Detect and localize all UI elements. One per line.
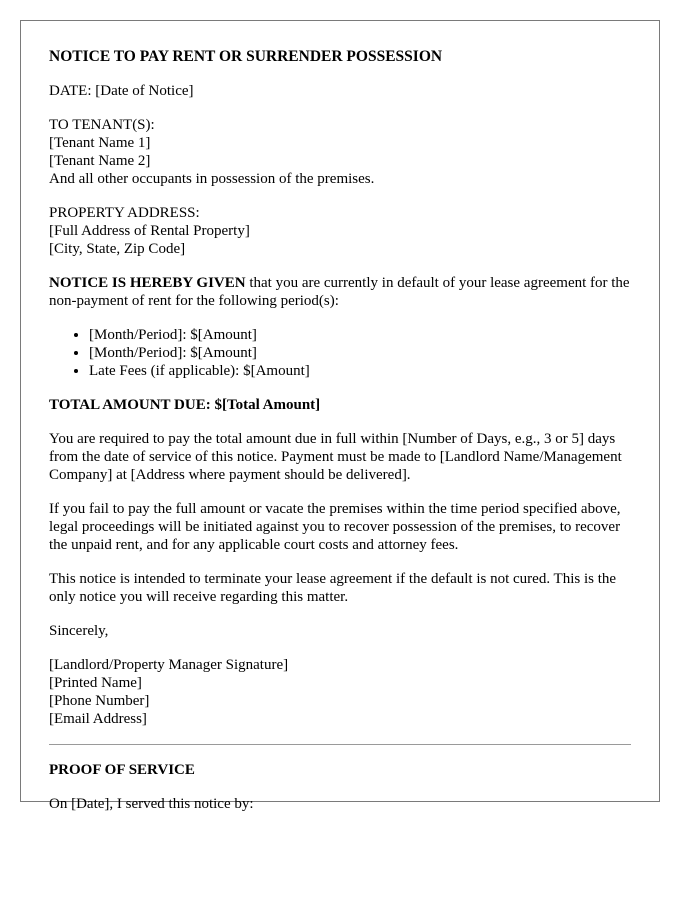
property-line: [City, State, Zip Code] [49,241,186,257]
list-item: • [Month/Period]: $[Amount] [89,326,631,344]
property-line: [Full Address of Rental Property] [49,223,250,239]
section-divider [49,744,631,745]
closing-line: Sincerely, [49,623,109,639]
tenants-heading: TO TENANT(S): [49,117,155,133]
tenants-block [49,116,631,188]
signature-line: [Phone Number] [49,693,150,709]
property-block [49,204,631,258]
notice-paragraph [49,274,631,310]
payment-paragraph: You are required to pay the total amount due in full within [Number of Days, e.g., 3 or 5] days from the date of service of this notice. Payment must be made to [Landlord Name/Management Company] at [Address where payment should be delivered]. [49,431,622,483]
tenant-line: [Tenant Name 1] [49,135,151,151]
consequences-paragraph: If you fail to pay the full amount or vacate the premises within the time period specified above, legal proceedings will be initiated against you to recover possession of the premises, to recover the unpaid rent, and for any applicable court costs and attorney fees. [49,501,621,553]
tenant-line: [Tenant Name 2] [49,153,151,169]
signature-block [49,656,631,728]
date-line: DATE: [Date of Notice] [49,83,194,99]
list-item: • Late Fees (if applicable): $[Amount] [89,362,631,380]
signature-line: [Email Address] [49,711,147,727]
notice-text: that you are currently in default of your lease agreement for the non-payment of rent for the following period(s): [49,275,630,309]
signature-line: [Landlord/Property Manager Signature] [49,657,289,673]
document-page [20,20,660,812]
periods-list [49,326,631,380]
notice-lead: NOTICE IS HEREBY GIVEN [49,275,246,291]
proof-of-service-title: PROOF OF SERVICE [49,762,195,778]
total-amount-due: TOTAL AMOUNT DUE: $[Total Amount] [49,397,321,413]
list-item: • [Month/Period]: $[Amount] [89,344,631,362]
signature-line: [Printed Name] [49,675,142,691]
property-heading: PROPERTY ADDRESS: [49,205,200,221]
tenant-line: And all other occupants in possession of the premises. [49,171,375,187]
termination-paragraph: This notice is intended to terminate your lease agreement if the default is not cured. This is the only notice you will receive regarding this matter. [49,571,617,605]
document-content [21,21,659,813]
proof-of-service-text: On [Date], I served this notice by: [49,796,254,812]
document-title: NOTICE TO PAY RENT OR SURRENDER POSSESSION [49,48,443,65]
